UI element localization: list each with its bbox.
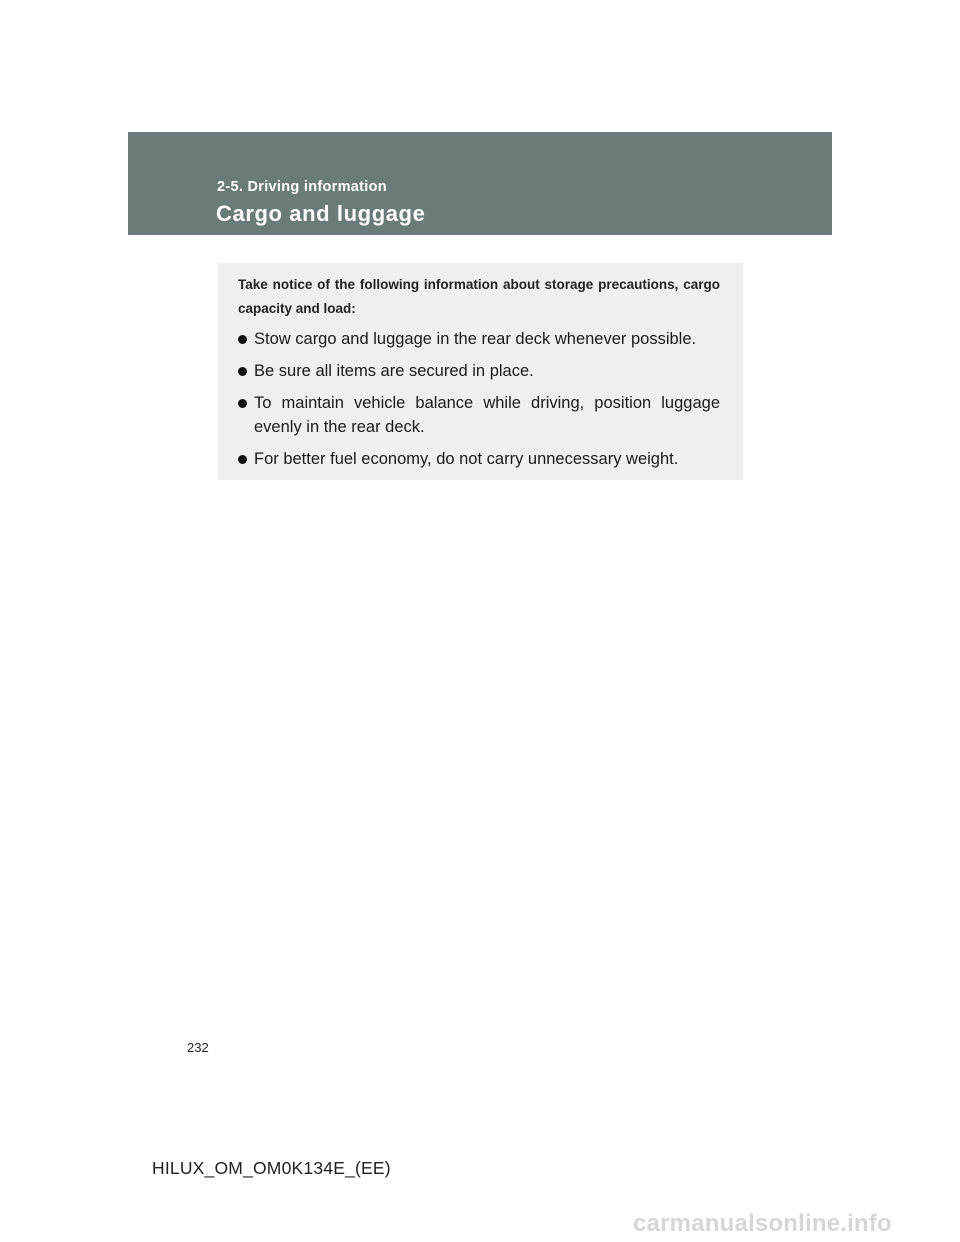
list-item	[238, 359, 720, 383]
list-item	[238, 327, 720, 351]
info-intro: Take notice of the following information about storage precautions, cargo capacity and load:	[238, 277, 720, 316]
page-number: 232	[187, 1040, 209, 1055]
page-title: Cargo and luggage	[216, 201, 426, 226]
info-box	[218, 263, 743, 480]
bullet-dot-icon	[238, 335, 247, 344]
bullet-text: Be sure all items are secured in place.	[254, 362, 534, 380]
bullet-dot-icon	[238, 455, 247, 464]
bullet-dot-icon	[238, 399, 247, 408]
bullet-list	[238, 327, 720, 471]
watermark: carmanualsonline.info	[633, 1210, 892, 1237]
bullet-dot-icon	[238, 367, 247, 376]
section-label: 2-5. Driving information	[217, 179, 387, 195]
bullet-text: Stow cargo and luggage in the rear deck whenever possible.	[254, 330, 697, 348]
bullet-text: For better fuel economy, do not carry unnecessary weight.	[254, 450, 679, 468]
bullet-text: To maintain vehicle balance while driving, position luggage evenly in the rear deck.	[254, 394, 720, 436]
chapter-header	[128, 132, 832, 235]
document-code: HILUX_OM_OM0K134E_(EE)	[152, 1158, 391, 1178]
list-item	[238, 391, 720, 439]
list-item	[238, 447, 720, 471]
